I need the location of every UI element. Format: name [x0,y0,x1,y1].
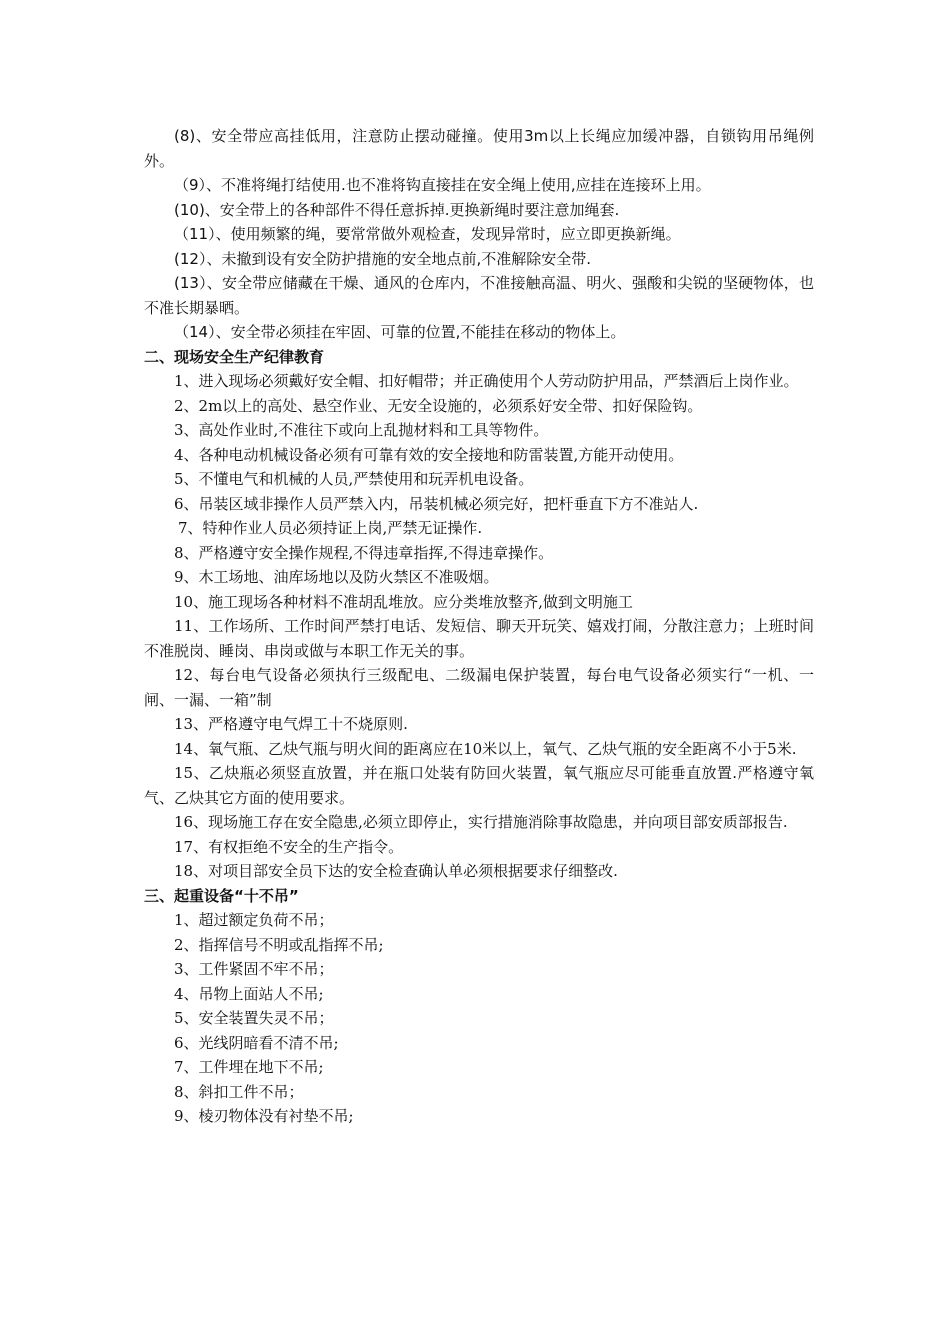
crane-rule-5: 5、安全装置失灵不吊； [174,1009,334,1027]
discipline-item-18: 18、对项目部安全员下达的安全检查确认单必须根据要求仔细整改. [174,862,618,880]
discipline-item-3: 3、高处作业时,不准往下或向上乱抛材料和工具等物件。 [174,421,549,439]
crane-rule-7: 7、工件埋在地下不吊; [174,1058,324,1076]
discipline-item-9: 9、木工场地、油库场地以及防火禁区不准吸烟。 [174,568,499,586]
discipline-item-4: 4、各种电动机械设备必须有可靠有效的安全接地和防雷装置,方能开动使用。 [174,445,684,464]
crane-rule-1: 1、超过额定负荷不吊； [174,911,334,929]
discipline-item-14: 14、氧气瓶、乙炔气瓶与明火间的距离应在10米以上，氧气、乙炔气瓶的安全距离不小于5米. [174,739,797,758]
discipline-item-17: 17、有权拒绝不安全的生产指令。 [174,837,404,856]
crane-rule-8: 8、斜扣工件不吊； [174,1082,304,1101]
crane-rule-6: 6、光线阴暗看不清不吊; [174,1033,339,1052]
discipline-item-1: 1、进入现场必须戴好安全帽、扣好帽带；并正确使用个人劳动防护用品，严禁酒后上岗作业。 [174,372,799,390]
belt-rule-8: (8)、安全带应高挂低用，注意防止摆动碰撞。使用3m以上长绳应加缓冲器，自锁钩用吊绳例外。 [144,127,814,170]
belt-rule-10: (10)、安全带上的各种部件不得任意拆掉.更换新绳时要注意加绳套. [174,200,620,219]
discipline-item-6: 6、吊装区域非操作人员严禁入内，吊装机械必须完好，把杆垂直下方不准站人. [174,494,699,513]
discipline-item-8: 8、严格遵守安全操作规程,不得违章指挥,不得违章操作。 [174,543,554,562]
discipline-item-12: 12、每台电气设备必须执行三级配电、二级漏电保护装置，每台电气设备必须实行“一机、一闸、一漏、一箱”制 [144,666,814,709]
belt-rule-13: (13）、安全带应储藏在干燥、通风的仓库内，不准接触高温、明火、强酸和尖锐的坚硬物体，也不准长期暴晒。 [144,274,814,317]
belt-rule-12: (12）、未撤到设有安全防护措施的安全地点前,不准解除安全带. [174,249,591,268]
crane-rule-3: 3、工件紧固不牢不吊； [174,960,334,978]
document-body [144,124,814,1129]
discipline-item-16: 16、现场施工存在安全隐患,必须立即停止，实行措施消除事故隐患，并向项目部安质部报告. [174,813,788,831]
belt-rule-14: （14）、安全带必须挂在牢固、可靠的位置,不能挂在移动的物体上。 [174,323,626,341]
crane-rule-9: 9、棱刃物体没有衬垫不吊; [174,1107,354,1125]
section-2-heading: 二、现场安全生产纪律教育 [144,347,325,366]
crane-rule-4: 4、吊物上面站人不吊; [174,984,324,1003]
discipline-item-5: 5、不懂电气和机械的人员,严禁使用和玩弄机电设备。 [174,470,534,488]
belt-rule-11: （11）、使用频繁的绳，要常常做外观检查，发现异常时，应立即更换新绳。 [174,225,681,243]
section-3-heading: 三、起重设备“十不吊” [144,886,299,905]
belt-rule-9: （9）、不准将绳打结使用.也不准将钩直接挂在安全绳上使用,应挂在连接环上用。 [174,176,711,194]
discipline-item-2: 2、2m以上的高处、悬空作业、无安全设施的，必须系好安全带、扣好保险钩。 [174,396,703,415]
discipline-item-11: 11、工作场所、工作时间严禁打电话、发短信、聊天开玩笑、嬉戏打闹，分散注意力；上班时间不准脱岗、睡岗、串岗或做与本职工作无关的事。 [144,617,814,660]
discipline-item-10: 10、施工现场各种材料不准胡乱堆放。应分类堆放整齐,做到文明施工 [174,592,633,611]
discipline-item-7: 7、特种作业人员必须持证上岗,严禁无证操作. [178,519,483,537]
discipline-item-15: 15、乙炔瓶必须竖直放置，并在瓶口处装有防回火装置，氧气瓶应尽可能垂直放置.严格遵守氧气、乙炔其它方面的使用要求。 [144,764,814,807]
crane-rule-2: 2、指挥信号不明或乱指挥不吊; [174,935,384,954]
discipline-item-13: 13、严格遵守电气焊工十不烧原则. [174,715,408,733]
